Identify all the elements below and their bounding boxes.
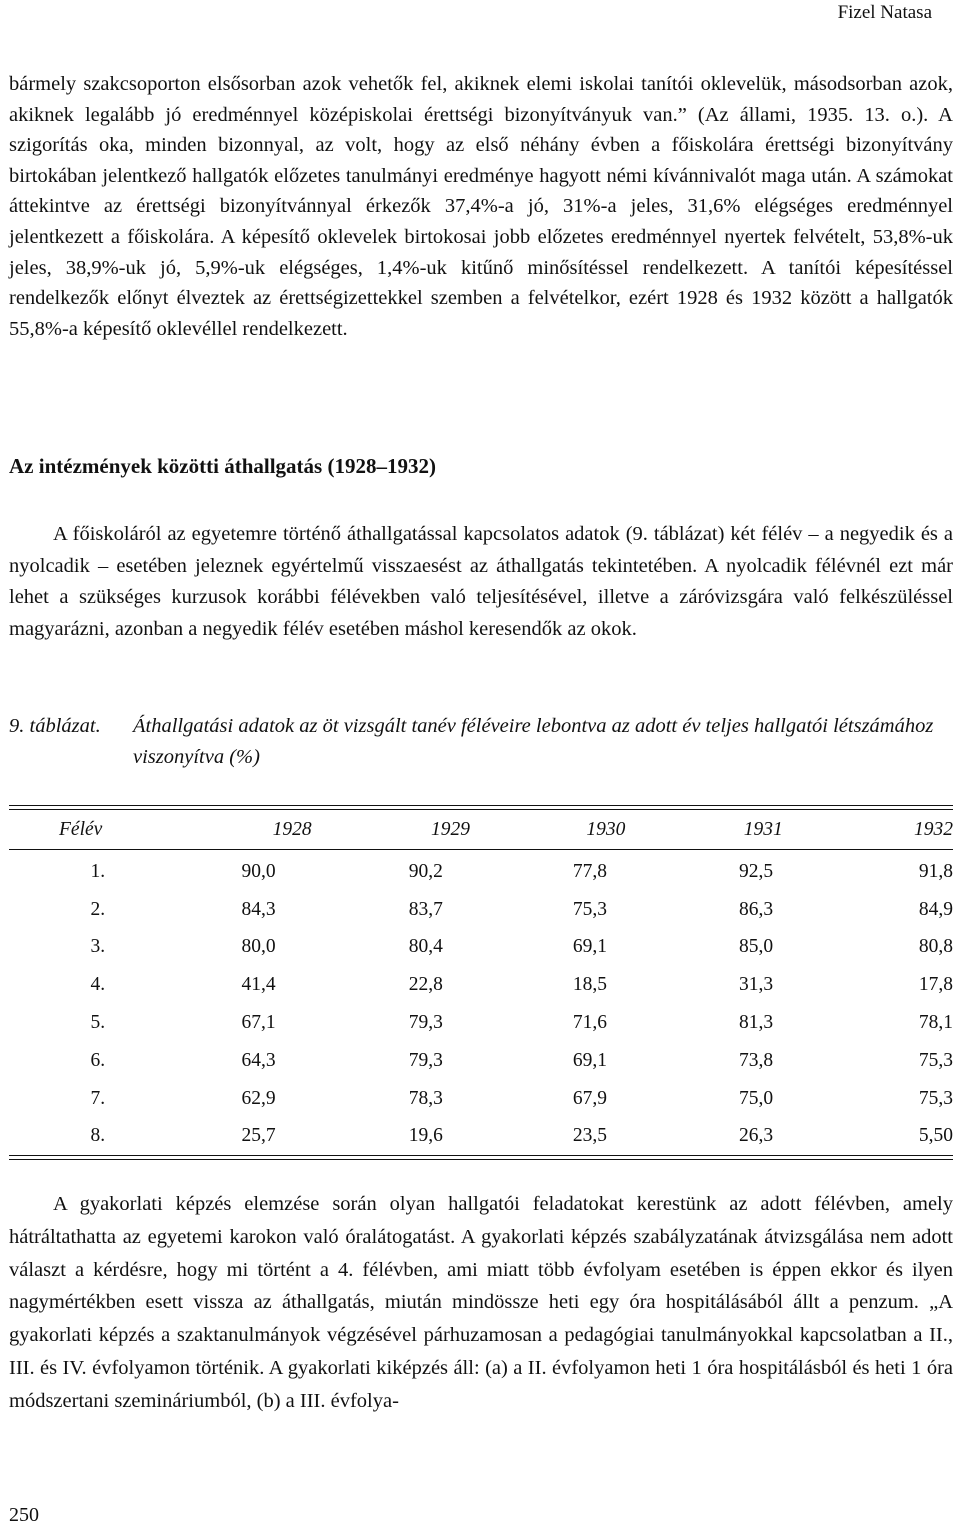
table-cell: 85,0 bbox=[739, 936, 774, 958]
table-cell: 67,9 bbox=[572, 1087, 607, 1109]
table-body bbox=[9, 853, 953, 1155]
table-cell: 18,5 bbox=[572, 974, 607, 996]
table-cell: 64,3 bbox=[241, 1049, 276, 1071]
table-rule-bottom bbox=[9, 1159, 953, 1160]
table-cell: 84,3 bbox=[241, 898, 276, 920]
table-cell: 67,1 bbox=[241, 1012, 276, 1034]
table-cell: 78,3 bbox=[408, 1087, 443, 1109]
table-cell: 25,7 bbox=[241, 1125, 276, 1147]
table-cell: 75,0 bbox=[739, 1087, 774, 1109]
table-cell: 19,6 bbox=[408, 1125, 443, 1147]
table-cell: 69,1 bbox=[572, 1049, 607, 1071]
table-header-cell: 1929 bbox=[431, 818, 470, 840]
table-cell: 86,3 bbox=[739, 898, 774, 920]
table-row-label: 2. bbox=[90, 898, 106, 920]
table-row bbox=[9, 1042, 953, 1080]
table-row bbox=[9, 1080, 953, 1118]
table-rule-header bbox=[9, 849, 953, 850]
table-header-cell: 1928 bbox=[272, 818, 312, 840]
table-row-label: 6. bbox=[90, 1049, 106, 1071]
table-header-cell: 1932 bbox=[914, 818, 953, 840]
table-header-cell: Félév bbox=[59, 818, 103, 840]
body-paragraph-2: A főiskoláról az egyetemre történő áthallgatással kapcsolatos adatok (9. táblázat) két félév – a negyedik és a nyolcadik – esetében jeleznek egyértelmű visszaesést az áthallgatás tekintetében. A nyolcadik félévnél ezt már lehet a szükséges kurzusok korábbi félévekben való teljesítésével, illetve a záróvizsgára való felkészüléssel magyarázni, azonban a negyedik félév esetében máshol keresendők az okok. bbox=[9, 523, 953, 641]
table-cell: 22,8 bbox=[408, 974, 443, 996]
table-row bbox=[9, 853, 953, 891]
table-cell: 71,6 bbox=[572, 1012, 607, 1034]
table-cell: 62,9 bbox=[241, 1087, 276, 1109]
table-cell: 75,3 bbox=[572, 898, 607, 920]
table-cell: 79,3 bbox=[408, 1012, 443, 1034]
table-rule-bottom-inner bbox=[9, 1155, 953, 1156]
table-row bbox=[9, 1118, 953, 1156]
table-row bbox=[9, 966, 953, 1004]
table-row-label: 4. bbox=[90, 974, 106, 996]
table-cell: 80,4 bbox=[408, 936, 443, 958]
table-cell: 84,9 bbox=[918, 898, 953, 920]
table-cell: 75,3 bbox=[918, 1087, 953, 1109]
table-cell: 81,3 bbox=[739, 1012, 774, 1034]
table-cell: 90,2 bbox=[408, 860, 443, 882]
running-header-author: Fizel Natasa bbox=[837, 2, 932, 23]
table-cell: 77,8 bbox=[572, 860, 607, 882]
table-header-row bbox=[9, 812, 953, 847]
table-cell: 91,8 bbox=[918, 860, 953, 882]
table-cell: 80,8 bbox=[918, 936, 953, 958]
table-row-label: 5. bbox=[90, 1012, 106, 1034]
table-cell: 26,3 bbox=[739, 1125, 774, 1147]
table-row-label: 7. bbox=[90, 1087, 106, 1109]
body-paragraph-3: A gyakorlati képzés elemzése során olyan hallgatói feladatokat kerestünk az adott félévben, amely hátráltathatta az egyetemi karokon való óralátogatást. A gyakorlati képzés szabályzatának átvizsgálása nem adott választ a kérdésre, hogy mi történt a 4. félévben, ami miatt több évfolyam esetében is éppen ekkor és ilyen nagymértékben esett vissza az áthallgatás, miután mindössze heti egy óra hospitálásából állt a penzum. „A gyakorlati képzés a szaktanulmányok végzésével párhuzamosan a pedagógiai tanulmányokkal kapcsolatban a II., III. és IV. évfolyamon történik. A gyakorlati kiképzés áll: (a) a II. évfolyamon heti 1 óra hospitálásból és heti 1 óra módszertani szemináriumból, (b) a III. évfolya- bbox=[9, 1193, 953, 1412]
table-row-label: 1. bbox=[90, 860, 106, 882]
table-cell: 41,4 bbox=[241, 974, 276, 996]
table-cell: 92,5 bbox=[739, 860, 774, 882]
data-table bbox=[9, 853, 953, 1155]
table-cell: 73,8 bbox=[739, 1049, 774, 1071]
table-cell: 69,1 bbox=[572, 936, 607, 958]
table-row-label: 8. bbox=[90, 1125, 106, 1147]
table-cell: 79,3 bbox=[408, 1049, 443, 1071]
table-rule-top-inner bbox=[9, 809, 953, 810]
table-cell: 31,3 bbox=[739, 974, 774, 996]
table-rule-top bbox=[9, 805, 953, 806]
section-title: Az intézmények közötti áthallgatás (1928–1932) bbox=[9, 454, 436, 478]
table-cell: 23,5 bbox=[572, 1125, 607, 1147]
table-cell: 80,0 bbox=[241, 936, 276, 958]
table-caption bbox=[9, 711, 953, 773]
table-cell: 78,1 bbox=[918, 1012, 953, 1034]
table-row bbox=[9, 929, 953, 967]
table-row-label: 3. bbox=[90, 936, 106, 958]
table-caption-text: Áthallgatási adatok az öt vizsgált tanév féléveire lebontva az adott év teljes hallgatói létszámához viszonyítva (%) bbox=[133, 715, 934, 768]
table-header-cell: 1930 bbox=[586, 818, 626, 840]
body-paragraph-1: bármely szakcsoporton elsősorban azok vehetők fel, akiknek elemi iskolai tanítói oklevelük, másodsorban azok, akiknek legalább jó eredménnyel középiskolai érettségi bizonyítványuk van.” (Az állami, 1935. 13. o.). A szigorítás oka, minden bizonnyal, az volt, hogy az első néhány évben a főiskolára érettségi bizonyítvány birtokában jelentkező hallgatók előzetes tanulmányi eredménye hagyott némi kívánnivalót maga után. A számokat áttekintve az érettségi bizonyítvánnyal érkezők 37,4%-a jó, 31%-a jeles, 31,6% elégséges eredménnyel jelentkezett a főiskolára. A képesítő oklevelek birtokosai jobb előzetes eredménnyel nyertek felvételt, 53,8%-uk jeles, 38,9%-uk jó, 5,9%-uk elégséges, 1,4%-uk kitűnő minősítéssel rendelkezett. A tanítói képesítéssel rendelkezők előnyt élveztek az érettségizettekkel szemben a felvételkor, ezért 1928 és 1932 között a hallgatók 55,8%-a képesítő oklevéllel rendelkezett. bbox=[9, 73, 953, 340]
table-row bbox=[9, 1004, 953, 1042]
table-cell: 90,0 bbox=[241, 860, 276, 882]
table-row bbox=[9, 891, 953, 929]
table-cell: 5,50 bbox=[918, 1125, 953, 1147]
page-number: 250 bbox=[9, 1504, 39, 1526]
table-cell: 17,8 bbox=[918, 974, 953, 996]
table-header bbox=[9, 812, 953, 847]
table-header-cell: 1931 bbox=[743, 818, 783, 840]
table-cell: 75,3 bbox=[918, 1049, 953, 1071]
table-cell: 83,7 bbox=[408, 898, 443, 920]
table-caption-number: 9. táblázat. bbox=[9, 715, 101, 737]
